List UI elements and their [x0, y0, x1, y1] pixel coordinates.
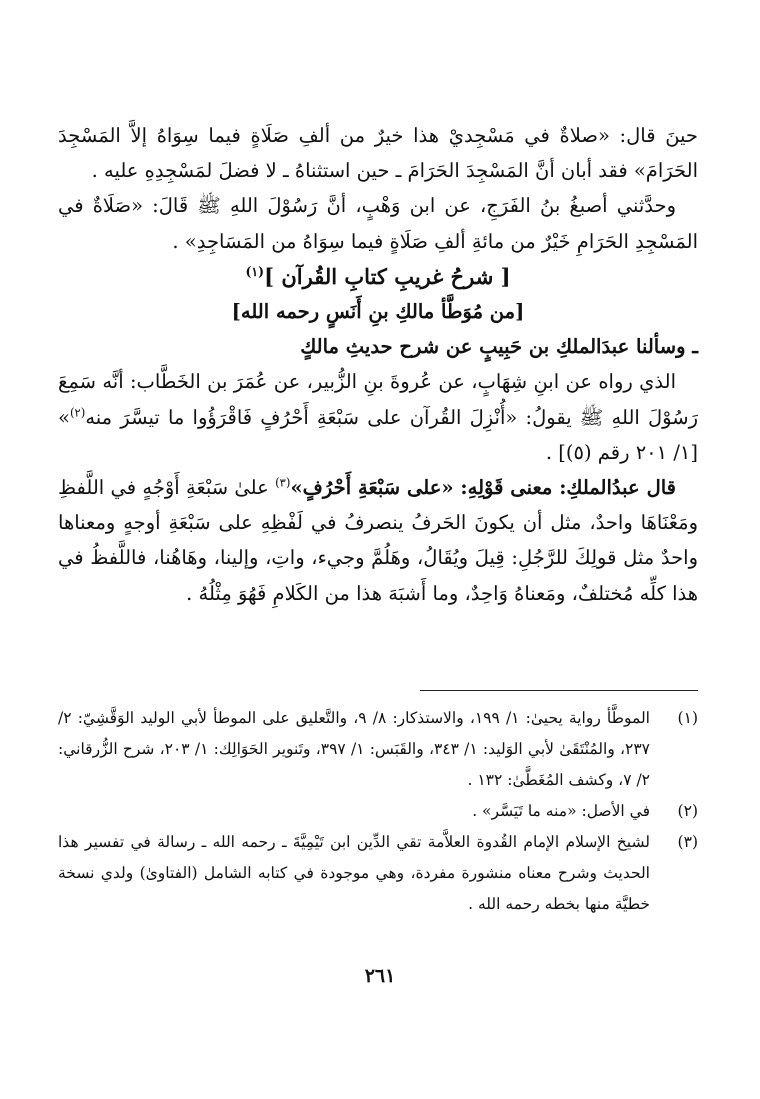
- footnote-ref-2: (٢): [69, 405, 86, 420]
- paragraph-2: وحدَّثني أصبغُ بنُ الفَرَجِ، عن ابن وَهْبٍ، أنَّ رَسُوْلَ اللهِ ﷺ قَالَ: «صَلَاةٌ في المَسْجِدِ الحَرَامِ خَيْرٌ من مائةِ ألفِ صَلَاةٍ فيما سِوَاهُ من المَسَاجِدِ» .: [58, 194, 698, 253]
- question-line: ـ وسألنا عبدَالملكِ بن حَبِيبٍ عن شرح حديثِ مالكٍ: [300, 335, 698, 359]
- footnote-3: [58, 827, 698, 920]
- footnote-text: الموطَّأ رواية يحيىٰ: ١/ ١٩٩، والاستذكار: ٨/ ٩، والتَّعليق على الموطأ لأبي الوليد الوَقَّشِيّ: ٢/ ٢٣٧، والمُنْتَقَىٰ لأبي الوَليد: ١/ ٣٤٣، والقَبَس: ١/ ٣٩٧، وتَنوير الحَوَالِك: ١/ ٢٠٣، شرح الزُّرقاني: ٢/ ٧، وكشف المُغَطَّىٰ: ١٣٢ .: [58, 709, 650, 789]
- section-subheading: [من مُوَطَّأ مالكِ بنِ أَنَسٍ رحمه الله]: [231, 300, 525, 324]
- footnote-number: (٣): [677, 833, 698, 851]
- footnote-ref-3: (٣): [275, 475, 291, 490]
- paragraph-4-lead: قال عبدُالملكِ: معنى قَوْلِهِ: «على سَبْعَةِ أَحْرُفٍ»: [290, 476, 676, 500]
- main-text: [58, 118, 698, 611]
- paragraph-3-end: » [١/ ٢٠١ رقم (٥)] .: [58, 405, 698, 464]
- footnote-number: (١): [677, 709, 698, 727]
- footnote-number: (٢): [677, 802, 698, 820]
- paragraph-3: [58, 364, 698, 470]
- footnote-text: لشيخ الإسلام الإمام القُدوة العلاَّمة تقي الدِّين ابن تَيْمِيَّةَ ـ رحمه الله ـ رسالة في تفسير هذا الحديث وشرح معناه منشورة مفردة، وهي موجودة في كتابه الشامل (الفتاوىٰ) ولدي نسخة خطيَّة منها بخطه رحمه الله .: [58, 833, 650, 913]
- paragraph-4-rest: علىٰ سَبْعَةِ أَوْجُهٍ في اللَّفظِ ومَعْنَاهَا واحدٌ، مثل أن يكونَ الحَرفُ ينصرفُ في لَفْظِهِ على سَبْعَةِ أوجهٍ ومعناها واحدٌ مثل قولِكَ للرَّجُلِ: قِيلَ ويُقَالُ، وهَلُمَّ وجيء، واتِ، وإلينا، وهَاهُنا، فاللَّفظُ في هذا كلِّه مُختلفٌ، ومَعناهُ وَاحِدٌ، وما أَشبَهَ هذا من الكَلامِ فَهُوَ مِثْلُهُ .: [58, 476, 698, 605]
- footnote-2: [58, 796, 698, 827]
- footnote-1: [58, 703, 698, 796]
- section-heading: [58, 259, 698, 294]
- footnotes: [58, 703, 698, 920]
- paragraph-3-text: الذي رواه عن ابنِ شِهَابٍ، عن عُروةَ بنِ الزُّبير، عن عُمَرَ بن الخَطَّاب: أنَّه سَمِعَ رَسُوْلَ اللهِ ﷺ يقولُ: «أُنْزِلَ القُرآن على سَبْعَةِ أَحْرُفٍ فَاقْرَؤُوا ما تيسَّرَ منه: [58, 370, 698, 429]
- paragraph-4: [58, 470, 698, 611]
- page-number: ٢٦١: [364, 965, 396, 987]
- footnote-divider: [420, 690, 698, 691]
- paragraph-1: حينَ قال: «صلاةٌ في مَسْجِديْ هذا خيرٌ من ألفِ صَلَاةٍ فيما سِوَاهُ إلاَّ المَسْجِدَ الحَرَامَ» فقد أبان أنَّ المَسْجِدَ الحَرَامَ ـ حين استثناهُ ـ لا فضلَ لمَسْجِدِهِ عليه .: [58, 124, 698, 183]
- footnote-text: في الأصل: «منه ما تَيَسَّر» .: [472, 802, 650, 820]
- section-heading-text: [ شرحُ غريبِ كتابِ القُرآن ]: [264, 263, 511, 289]
- footnote-ref-1: (١): [245, 263, 265, 279]
